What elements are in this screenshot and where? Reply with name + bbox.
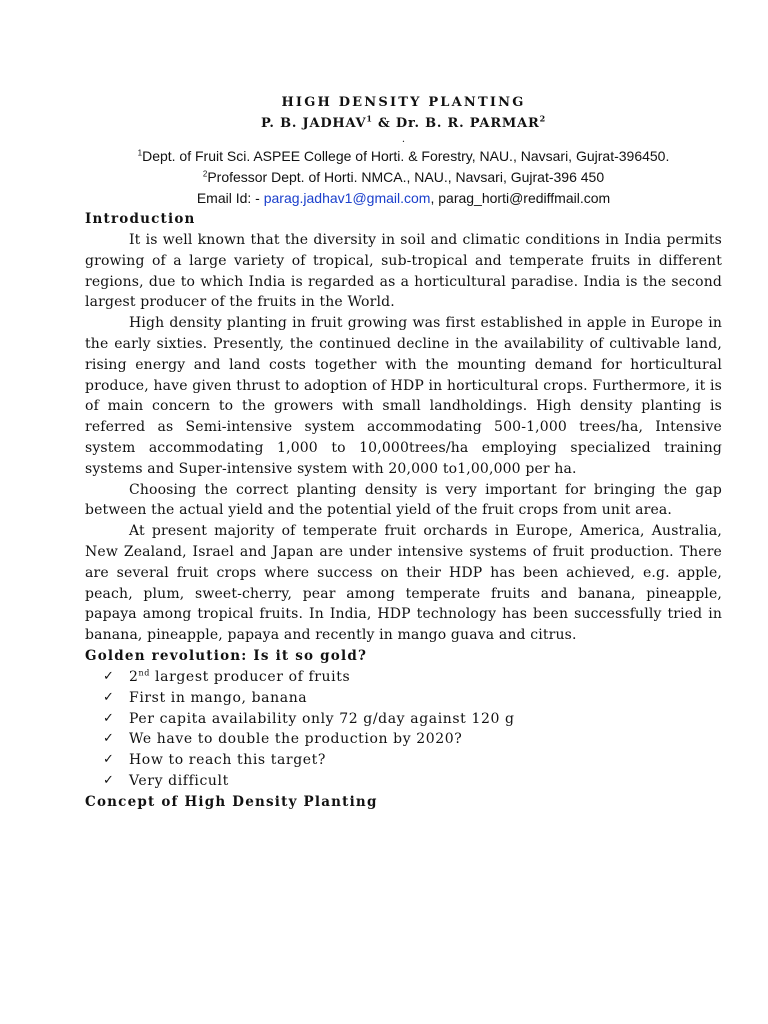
checklist-item-5: Very difficult	[129, 772, 229, 789]
check-icon: ✓	[103, 689, 115, 705]
check-icon: ✓	[103, 752, 115, 768]
checklist-item-0-sup: nd	[138, 668, 150, 678]
affiliation-2-text: Professor Dept. of Horti. NMCA., NAU., Navsari, Gujrat-396 450	[207, 169, 605, 185]
email-line	[85, 188, 722, 209]
golden-revolution-heading: Golden revolution: Is it so gold?	[85, 647, 368, 664]
check-icon: ✓	[103, 710, 115, 726]
check-icon: ✓	[103, 731, 115, 747]
checklist-item-1: First in mango, banana	[129, 689, 308, 706]
email-separator: ,	[430, 190, 439, 206]
intro-paragraph-2: High density planting in fruit growing was first established in apple in Europe in the early sixties. Presently, the continued decline in the availability of cultivable land, rising energy and land costs together with the mounting demand for horticultural produce, have given thrust to adoption of HDP in horticultural crops. Furthermore, it is of main concern to the growers with small landholdings. High density planting is referred as Semi-intensive system accommodating 500-1,000 trees/ha, Intensive system accommodating 1,000 to 10,000trees/ha employing specialized training systems and Super-intensive system with 20,000 to1,00,000 per ha.	[85, 315, 722, 477]
author-1-sup: 1	[366, 113, 373, 124]
checklist-item	[103, 667, 722, 688]
email-2: parag_horti@rediffmail.com	[438, 190, 611, 206]
intro-paragraph-1: It is well known that the diversity in soil and climatic conditions in India permits growing of a large variety of tropical, sub-tropical and temperate fruits in different regions, due to which India is regarded as a horticultural paradise. India is the second largest producer of the fruits in the World.	[85, 232, 722, 311]
concept-heading: Concept of High Density Planting	[85, 793, 378, 810]
checklist-item	[103, 729, 722, 750]
author-line	[85, 114, 722, 134]
checklist-item	[103, 750, 722, 771]
email-link-1[interactable]: parag.jadhav1@gmail.com	[263, 190, 431, 206]
checklist-item	[103, 771, 722, 792]
checklist-item	[103, 688, 722, 709]
email-label: Email Id: -	[196, 190, 264, 206]
author-joiner: &	[372, 116, 396, 131]
intro-paragraph-3: Choosing the correct planting density is very important for bringing the gap between the actual yield and the potential yield of the fruit crops from unit area.	[85, 481, 722, 519]
checklist-item	[103, 709, 722, 730]
golden-revolution-checklist	[85, 667, 722, 792]
checklist-item-0-prefix: 2	[129, 668, 139, 685]
affiliation-1-sup: 1	[137, 148, 143, 158]
affiliation-1	[85, 146, 722, 167]
checklist-item-4: How to reach this target?	[129, 752, 327, 769]
check-icon: ✓	[103, 772, 115, 788]
affiliation-2	[85, 167, 722, 188]
check-icon: ✓	[103, 668, 115, 684]
paper-title: HIGH DENSITY PLANTING	[281, 95, 526, 110]
author-1: P. B. JADHAV	[261, 116, 367, 131]
separator-dot: .	[401, 134, 406, 145]
affiliation-1-text: Dept. of Fruit Sci. ASPEE College of Horti. & Forestry, NAU., Navsari, Gujrat-396450.	[142, 148, 670, 164]
checklist-item-3: We have to double the production by 2020?	[129, 731, 463, 748]
affiliation-2-sup: 2	[202, 169, 208, 179]
checklist-item-2: Per capita availability only 72 g/day against 120 g	[129, 710, 515, 727]
intro-paragraph-4: At present majority of temperate fruit orchards in Europe, America, Australia, New Zealand, Israel and Japan are under intensive systems of fruit production. There are several fruit crops where success on their HDP has been achieved, e.g. apple, peach, plum, sweet-cherry, pear among temperate fruits and banana, pineapple, papaya among tropical fruits. In India, HDP technology has been successfully tried in banana, pineapple, papaya and recently in mango guava and citrus.	[85, 523, 722, 644]
author-2-sup: 2	[539, 113, 546, 124]
checklist-item-0-rest: largest producer of fruits	[150, 668, 351, 685]
author-2: Dr. B. R. PARMAR	[395, 116, 540, 131]
introduction-heading: Introduction	[85, 211, 196, 227]
